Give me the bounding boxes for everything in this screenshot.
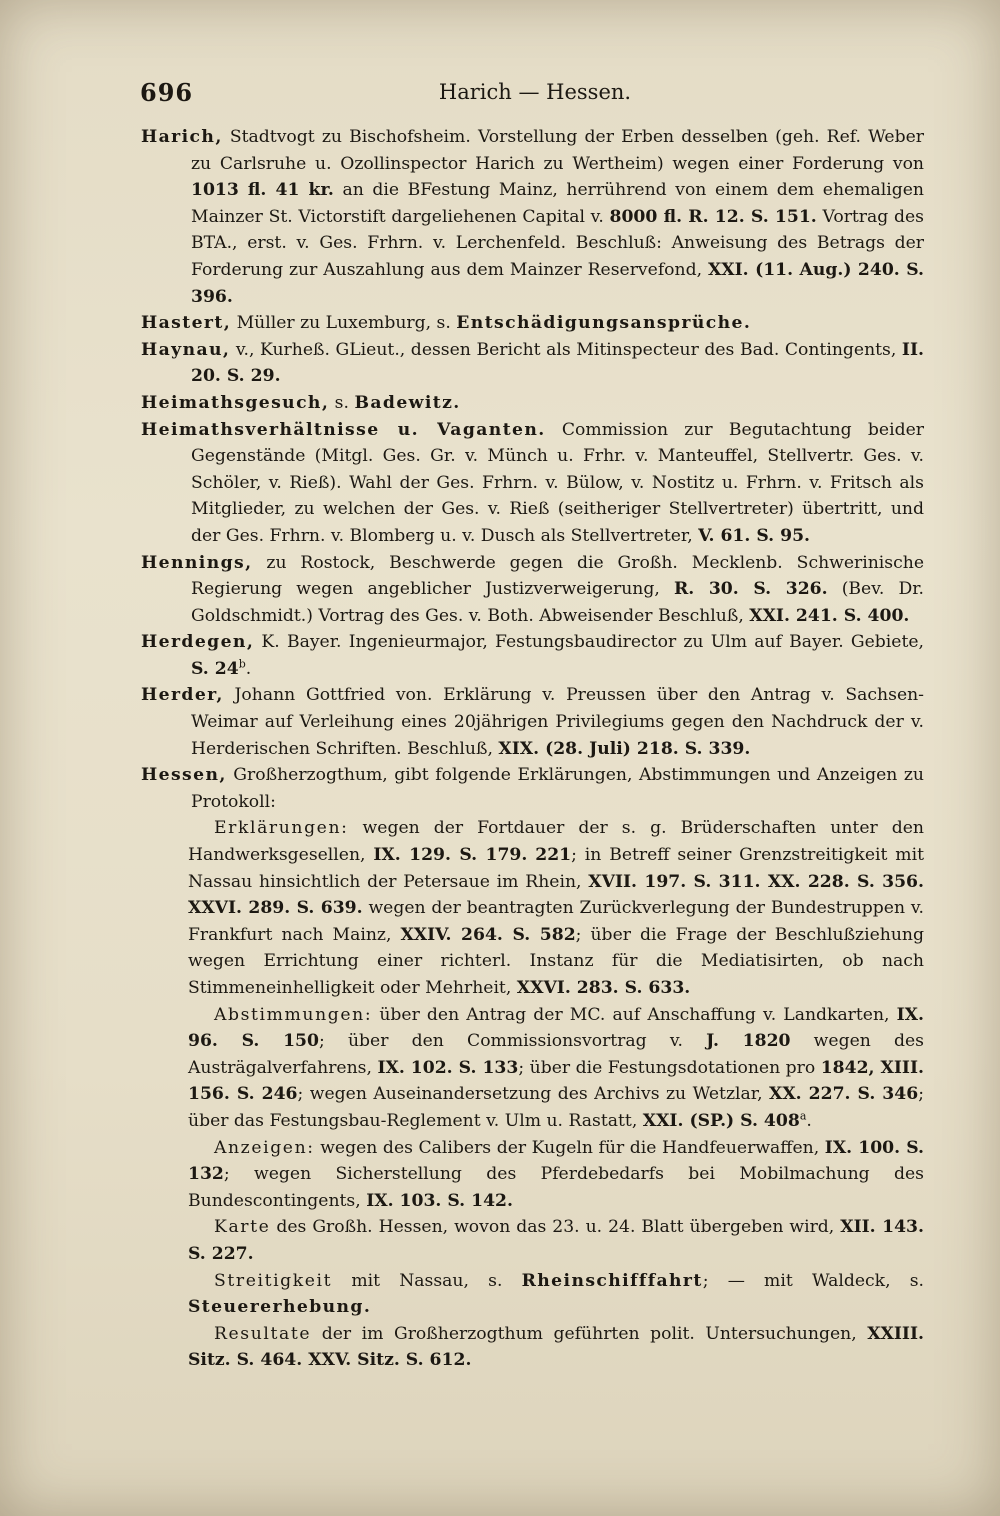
subentry-resultate: [188, 1321, 924, 1374]
entry-text: ; in Betreff seiner Grenzstreitigkeit mit Nassau hinsichtlich der Petersaue im Rhein,: [188, 845, 924, 892]
index-entry-heimathsgesuch: [141, 390, 924, 417]
cross-reference: Steuererhebung.: [188, 1297, 372, 1318]
citation: 1842, XIII. 156. S. 246: [188, 1057, 924, 1105]
entry-text: Müller zu Luxemburg, s.: [231, 313, 457, 334]
entry-headword: Haynau,: [141, 339, 231, 360]
cross-reference: Entschädigungsansprüche.: [456, 313, 752, 334]
entry-text: (Bev. Dr. Goldschmidt.) Vortrag des Ges. v. Both. Abweisender Beschluß,: [191, 579, 925, 626]
subentry-heading: Karte: [214, 1217, 271, 1238]
subentry-heading: Abstimmungen:: [214, 1004, 373, 1025]
subentry-heading: Resultate: [214, 1323, 312, 1344]
index-entry-haynau: [141, 337, 924, 390]
entry-text: ; wegen Sicherstellung des Pferdebedarfs bei Mobilmachung des Bundescontingents,: [188, 1164, 924, 1211]
cross-reference: Rheinschifffahrt: [521, 1270, 703, 1291]
entry-text: wegen des Calibers der Kugeln für die Handfeuerwaffen,: [314, 1137, 825, 1158]
entry-text: .: [806, 1110, 812, 1131]
subentry-heading: Streitigkeit: [214, 1270, 333, 1291]
entry-headword: Herdegen,: [141, 632, 255, 653]
cross-reference: Badewitz.: [354, 392, 461, 413]
entry-text: v., Kurheß. GLieut., dessen Bericht als Mitinspecteur des Bad. Contingents,: [230, 339, 902, 360]
entry-text: s.: [329, 392, 355, 413]
citation: S. 24: [191, 658, 239, 679]
subentry-anzeigen: [188, 1135, 924, 1215]
citation: XIX. (28. Juli) 218. S. 339.: [498, 738, 751, 759]
entry-text: ; — mit Waldeck, s.: [702, 1270, 924, 1291]
citation: IX. 102. S. 133: [377, 1057, 519, 1078]
citation: IX. 129. S. 179.: [373, 845, 528, 866]
subentry-heading: Anzeigen:: [214, 1137, 315, 1158]
citation: 221: [535, 845, 572, 866]
entry-headword: Hessen,: [141, 765, 227, 786]
citation: J. 1820: [706, 1031, 791, 1052]
index-entry-hennings: [141, 550, 925, 630]
citation: IX. 100. S. 132: [188, 1137, 924, 1185]
citation: V. 61. S. 95.: [698, 525, 811, 546]
running-title: Harich — Hessen.: [438, 80, 632, 104]
entry-text: ; über die Festungsdotationen pro: [518, 1057, 821, 1078]
citation: XXI. (11. Aug.) 240. S. 396.: [191, 259, 924, 307]
citation: XVII. 197. S. 311. XX. 228. S. 356. XXVI. 289. S. 639.: [188, 871, 924, 919]
superscript: b: [238, 657, 246, 671]
entry-headword: Hastert,: [141, 313, 232, 334]
entry-headword: Hennings,: [141, 552, 253, 573]
entry-text: mit Nassau, s.: [332, 1270, 522, 1291]
entry-text: Commission zur Begutachtung beider Gegenstände (Mitgl. Ges. Gr. v. Münch u. Frhr. v. Manteuffel, Stellvertr. Ges. v. Schöler, v. Rieß). Wahl der Ges. Frhrn. v. Bülow, v. Nostitz u. Frhrn. v. Fritsch als Mitglieder, zu welchen der Ges. v. Rieß (seitheriger Stellvertreter) übertritt, und der Ges. Frhrn. v. Blomberg u. v. Dusch als Stellvertreter,: [191, 419, 924, 546]
citation: 8000 fl. R. 12. S. 151.: [609, 206, 817, 227]
entry-headword: Herder,: [141, 685, 224, 706]
citation: R. 30. S. 326.: [673, 579, 828, 600]
entry-text: ; wegen Auseinandersetzung des Archivs zu Wetzlar,: [297, 1084, 770, 1105]
index-entry-herder: [141, 682, 924, 762]
entry-text: an die BFestung Mainz, herrührend von einem dem ehemaligen Mainzer St. Victorstift dargeliehenen Capital v.: [191, 180, 924, 227]
page-header: [140, 78, 930, 114]
citation: 1013 fl. 41 kr.: [191, 180, 334, 201]
citation: XXIV. 264. S. 582: [400, 924, 576, 945]
subentry-abstimmungen: [188, 1002, 924, 1135]
index-entry-harich: [141, 124, 924, 310]
citation: IX. 103. S. 142.: [366, 1190, 514, 1211]
subentry-streitigkeit: [188, 1268, 924, 1321]
entry-text: Großherzogthum, gibt folgende Erklärungen, Abstimmungen und Anzeigen zu Protokoll:: [191, 765, 924, 812]
entry-text: wegen des Austrägalverfahrens,: [188, 1031, 924, 1078]
entry-text: Stadtvogt zu Bischofsheim. Vorstellung der Erben desselben (geh. Ref. Weber zu Carlsruhe u. Ozollinspector Harich zu Wertheim) wegen einer Forderung von: [191, 127, 924, 174]
citation: XXI. (SP.) S. 408: [642, 1110, 800, 1131]
entry-text: über den Antrag der MC. auf Anschaffung v. Landkarten,: [372, 1004, 897, 1025]
entry-text: wegen der Fortdauer der s. g. Brüderschaften unter den Handwerksgesellen,: [188, 818, 924, 866]
citation: XX. 227. S. 346: [769, 1084, 919, 1105]
index-entry-heimathsverhaeltnisse: [141, 417, 924, 550]
subentry-karte: [188, 1214, 924, 1267]
entry-text: .: [245, 658, 252, 679]
subentry-heading: Erklärungen:: [214, 818, 349, 839]
entry-text: der im Großherzogthum geführten polit. Untersuchungen,: [311, 1323, 868, 1344]
index-entries: [141, 124, 925, 1374]
entry-headword: Harich,: [141, 127, 223, 147]
entry-text: ; über das Festungsbau-Reglement v. Ulm u. Rastatt,: [188, 1084, 924, 1131]
index-entry-hessen: [141, 762, 924, 815]
citation: XXVI. 283. S. 633.: [516, 978, 691, 998]
entry-text: zu Rostock, Beschwerde gegen die Großh. Mecklenb. Schwerinische Regierung wegen angeblicher Justizverweigerung,: [191, 552, 924, 600]
citation: IX. 96. S. 150: [188, 1004, 924, 1052]
citation: XII. 143. S. 227.: [188, 1217, 924, 1264]
citation: XXI. 241. S. 400.: [749, 605, 910, 626]
entry-text: Johann Gottfried von. Erklärung v. Preussen über den Antrag v. Sachsen-Weimar auf Verleihung eines 20jährigen Privilegiums gegen den Nachdruck der v. Herderischen Schriften. Beschluß,: [191, 685, 924, 759]
entry-text: wegen der beantragten Zurückverlegung der Bundestruppen v. Frankfurt nach Mainz,: [188, 898, 924, 945]
entry-text: ; über den Commissionsvortrag v.: [318, 1031, 707, 1052]
entry-text: K. Bayer. Ingenieurmajor, Festungsbaudirector zu Ulm auf Bayer. Gebiete,: [254, 632, 924, 653]
entry-text: des Großh. Hessen, wovon das 23. u. 24. Blatt übergeben wird,: [270, 1217, 841, 1238]
superscript: a: [799, 1109, 807, 1123]
entry-headword: Heimathsverhältnisse u. Vaganten.: [141, 419, 546, 440]
citation: XXIII. Sitz. S. 464. XXV. Sitz. S. 612.: [188, 1323, 924, 1371]
subentry-erklaerungen: [188, 815, 924, 1001]
index-entry-hastert: [141, 310, 924, 337]
index-entry-herdegen: [141, 629, 924, 682]
entry-text: ; über die Frage der Beschlußziehung wegen Errichtung einer richterl. Instanz für die Mediatisirten, ob nach Stimmeneinhelligkeit oder Mehrheit,: [188, 924, 924, 998]
citation: II. 20. S. 29.: [191, 339, 924, 387]
entry-text: Vortrag des BTA., erst. v. Ges. Frhrn. v. Lerchenfeld. Beschluß: Anweisung des Betrags der Forderung zur Auszahlung aus dem Mainzer Reservefond,: [191, 206, 924, 280]
entry-headword: Heimathsgesuch,: [141, 392, 330, 413]
page-number: 696: [140, 78, 194, 107]
